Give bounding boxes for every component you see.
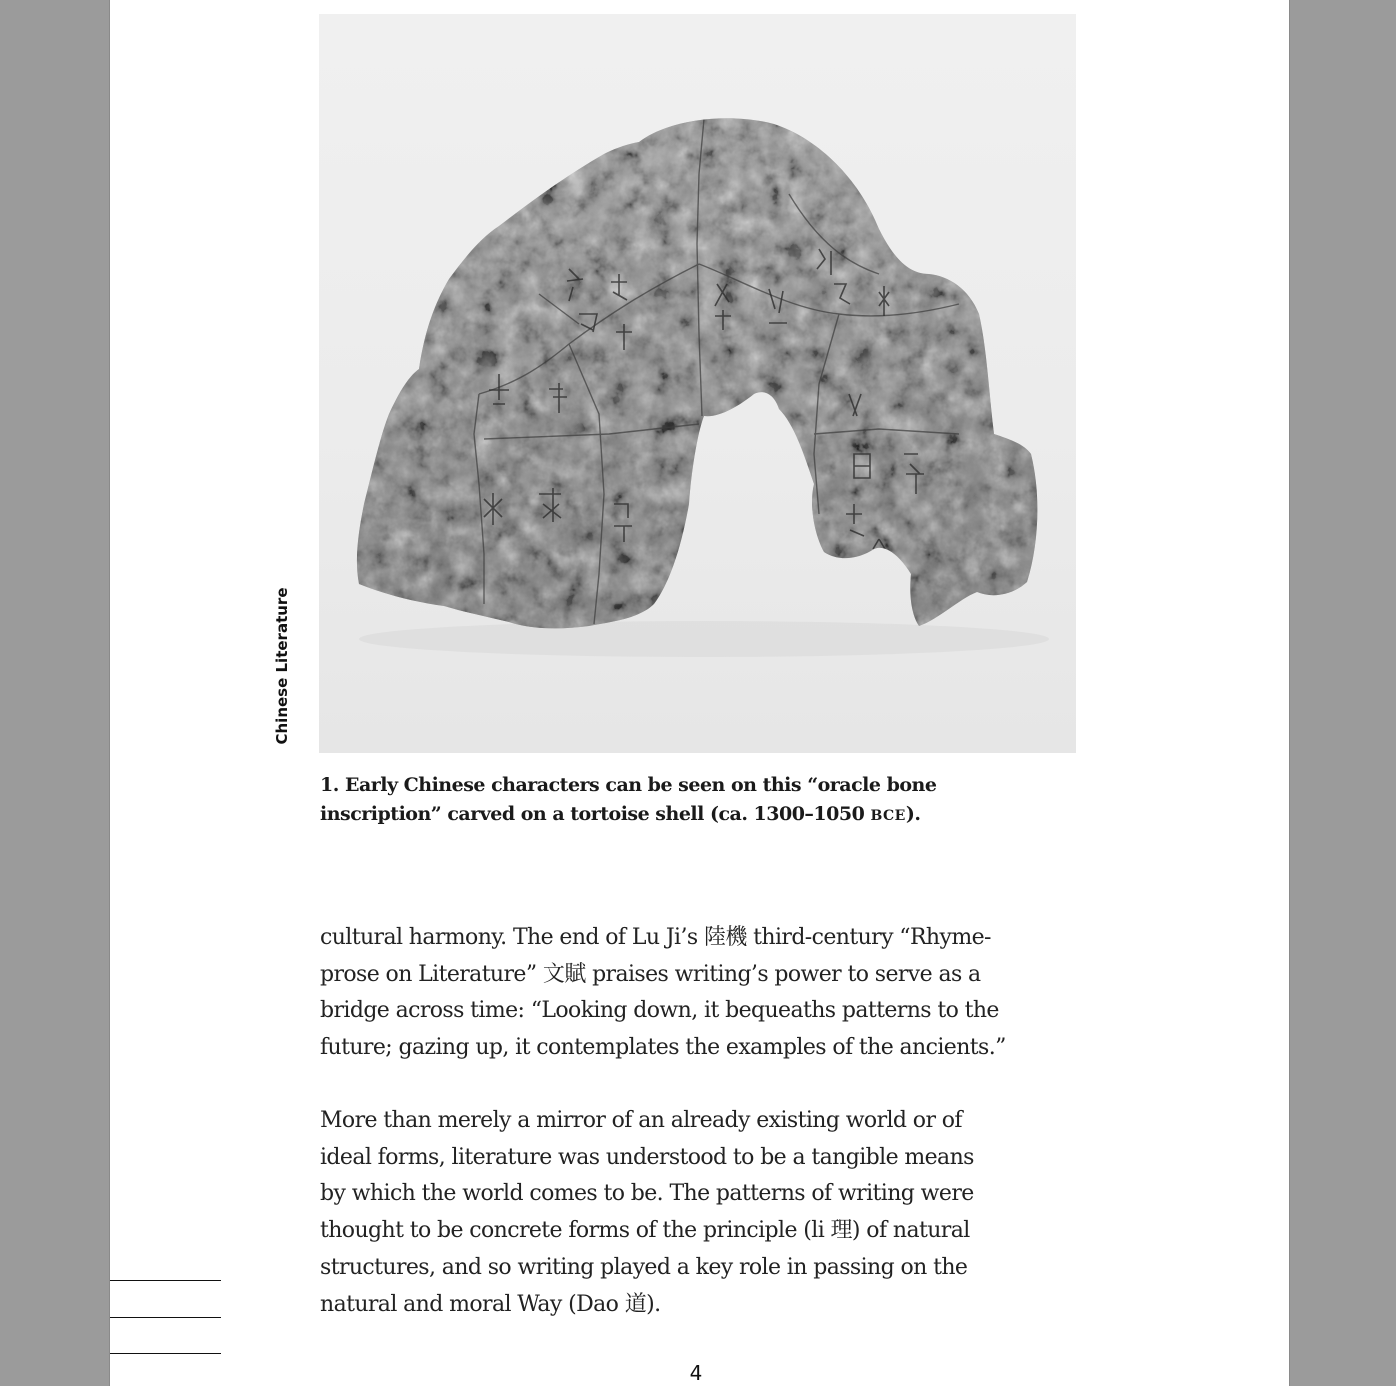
running-head: Chinese Literature xyxy=(273,587,291,745)
text-line: future; gazing up, it contemplates the examples of the ancients.” xyxy=(320,1035,1006,1061)
figure-caption xyxy=(320,771,1020,831)
margin-rule xyxy=(110,1353,221,1354)
oracle-bone-tortoise-shell-photo xyxy=(319,14,1076,753)
text-line: by which the world comes to be. The patterns of writing were xyxy=(320,1181,974,1207)
text-line: cultural harmony. The end of Lu Ji’s 陸機 third-century “Rhyme- xyxy=(320,925,991,950)
paragraph-2 xyxy=(320,1103,1060,1323)
text-line: natural and moral Way (Dao 道). xyxy=(320,1291,661,1317)
page-number: 4 xyxy=(689,1361,703,1385)
caption-era: BCE xyxy=(870,808,906,824)
text-line: prose on Literature” 文賦 praises writing’s power to serve as a xyxy=(320,961,981,987)
oracle-bone-figure xyxy=(319,14,1076,753)
margin-rule xyxy=(110,1317,221,1318)
text-line: thought to be concrete forms of the principle (li 理) of natural xyxy=(320,1218,970,1244)
paragraph-1 xyxy=(320,920,1060,1067)
text-line: ideal forms, literature was understood to be a tangible means xyxy=(320,1144,974,1170)
caption-text-end: ). xyxy=(905,803,921,825)
text-line: structures, and so writing played a key role in passing on the xyxy=(320,1254,968,1280)
caption-text: Early Chinese characters can be seen on this “oracle bone inscription” carved on a tortoise shell (ca. 1300–1050 xyxy=(320,774,937,825)
margin-rule xyxy=(110,1280,221,1281)
caption-number: 1. xyxy=(320,774,339,796)
text-line: More than merely a mirror of an already existing world or of xyxy=(320,1108,962,1133)
text-line: bridge across time: “Looking down, it bequeaths patterns to the xyxy=(320,998,999,1024)
